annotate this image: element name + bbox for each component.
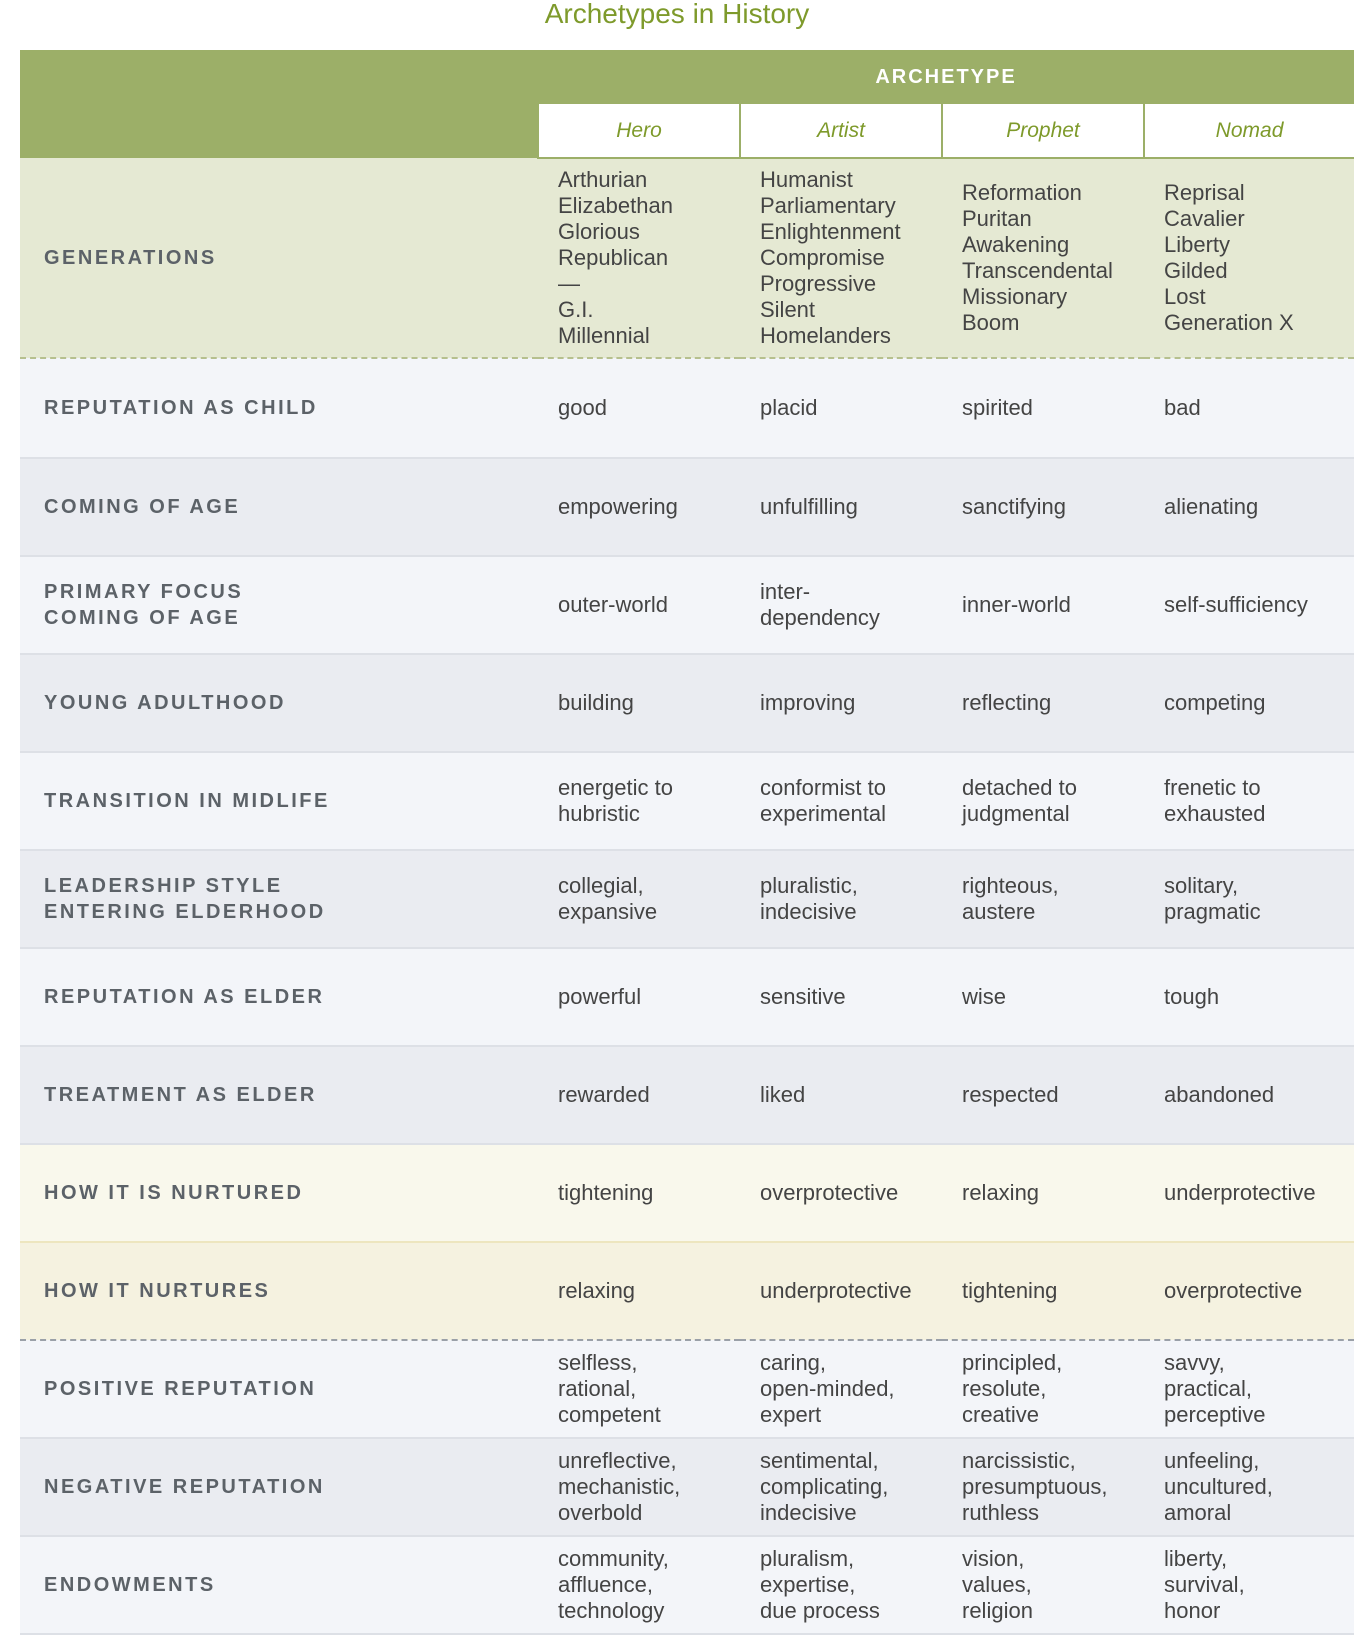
cell-line: unreflective, (558, 1448, 677, 1473)
table-cell (538, 1144, 740, 1242)
cell-line: due process (760, 1598, 880, 1623)
table-cell (740, 1046, 942, 1144)
row-label (20, 556, 538, 654)
cell-line: Liberty (1164, 232, 1231, 257)
cell-line: experimental (760, 801, 886, 826)
row-label (20, 752, 538, 850)
table-cell (1144, 654, 1354, 752)
cell-line: Puritan (962, 206, 1032, 231)
cell-line: Awakening (962, 232, 1070, 257)
table-cell (942, 1144, 1144, 1242)
archetype-group-header: ARCHETYPE (875, 65, 1017, 88)
table-cell (740, 1242, 942, 1340)
table-cell (538, 948, 740, 1046)
row-label (20, 948, 538, 1046)
trait-rows (20, 358, 1354, 1634)
table-cell (740, 358, 942, 458)
cell-line: uncultured, (1164, 1474, 1273, 1499)
table-cell (740, 654, 942, 752)
cell-line: dependency (760, 605, 880, 630)
cell-line: frenetic to (1164, 775, 1261, 800)
archetypes-table (20, 50, 1354, 1635)
cell-line: Cavalier (1164, 206, 1245, 231)
table-cell (538, 1046, 740, 1144)
cell-line: alienating (1164, 494, 1259, 519)
table-cell (740, 1340, 942, 1438)
cell-line: indecisive (760, 1500, 857, 1525)
cell-line: building (558, 690, 634, 715)
table-cell (1144, 850, 1354, 948)
cell-line: judgmental (962, 801, 1070, 826)
cell-line: Gilded (1164, 258, 1228, 283)
cell-line: outer-world (558, 592, 669, 617)
table-cell (1144, 458, 1354, 556)
cell-line: Glorious (558, 219, 640, 244)
table-cell (538, 752, 740, 850)
table-cell (1144, 752, 1354, 850)
table-cell (538, 1340, 740, 1438)
cell-line: expertise, (760, 1572, 856, 1597)
cell-line: Progressive (760, 271, 877, 296)
cell-line: Compromise (760, 245, 885, 270)
cell-line: empowering (558, 494, 678, 519)
cell-line: sensitive (760, 984, 846, 1009)
cell-line: collegial, (558, 873, 644, 898)
table-cell (740, 1144, 942, 1242)
cell-line: LEADERSHIP STYLE (44, 875, 283, 897)
table-cell (942, 850, 1144, 948)
cell-line: rational, (558, 1376, 637, 1401)
header-row-archetypes (20, 104, 1354, 158)
table-cell (942, 358, 1144, 458)
cell-line: Elizabethan (558, 193, 673, 218)
cell-line: Enlightenment (760, 219, 901, 244)
cell-line: REPUTATION AS ELDER (44, 986, 325, 1008)
row-label (20, 1242, 538, 1340)
table-cell (942, 458, 1144, 556)
cell-line: powerful (558, 984, 642, 1009)
cell-line: community, (558, 1546, 669, 1571)
cell-line: NEGATIVE REPUTATION (44, 1476, 325, 1498)
cell-line: reflecting (962, 690, 1052, 715)
table-row (20, 1046, 1354, 1144)
cell-line: Missionary (962, 284, 1068, 309)
table-cell (942, 1438, 1144, 1536)
archetype-header-artist: Artist (740, 104, 942, 158)
cell-line: survival, (1164, 1572, 1245, 1597)
table-row (20, 948, 1354, 1046)
cell-line: amoral (1164, 1500, 1232, 1525)
cell-line: sanctifying (962, 494, 1066, 519)
cell-line: honor (1164, 1598, 1221, 1623)
table-cell (942, 654, 1144, 752)
cell-line: Republican (558, 245, 669, 270)
cell-line: savvy, (1164, 1350, 1225, 1375)
table-cell (538, 458, 740, 556)
cell-line: ruthless (962, 1500, 1040, 1525)
cell-line: Arthurian (558, 167, 648, 192)
archetype-header-prophet: Prophet (942, 104, 1144, 158)
cell-line: indecisive (760, 899, 857, 924)
archetype-header-hero: Hero (538, 104, 740, 158)
cell-line: unfeeling, (1164, 1448, 1260, 1473)
row-label (20, 654, 538, 752)
generations-cell (538, 158, 740, 358)
cell-line: expansive (558, 899, 658, 924)
cell-line: abandoned (1164, 1082, 1275, 1107)
row-label (20, 1144, 538, 1242)
cell-line: resolute, (962, 1376, 1047, 1401)
cell-line: energetic to (558, 775, 673, 800)
table-cell (538, 1536, 740, 1634)
row-label (20, 1046, 538, 1144)
cell-line: overprotective (1164, 1278, 1303, 1303)
table-cell (942, 1046, 1144, 1144)
row-label (20, 1536, 538, 1634)
cell-line: TREATMENT AS ELDER (44, 1084, 317, 1106)
cell-line: mechanistic, (558, 1474, 681, 1499)
cell-line: caring, (760, 1350, 827, 1375)
table-cell (942, 1242, 1144, 1340)
cell-line: POSITIVE REPUTATION (44, 1378, 317, 1400)
cell-line: pragmatic (1164, 899, 1261, 924)
cell-line: TRANSITION IN MIDLIFE (44, 790, 330, 812)
row-label (20, 850, 538, 948)
cell-line: improving (760, 690, 856, 715)
cell-line: Parliamentary (760, 193, 896, 218)
cell-line: sentimental, (760, 1448, 879, 1473)
cell-line: bad (1164, 395, 1201, 420)
table-cell (740, 850, 942, 948)
cell-line: conformist to (760, 775, 886, 800)
generations-cell (740, 158, 942, 358)
cell-line: affluence, (558, 1572, 654, 1597)
cell-line: inter- (760, 579, 811, 604)
cell-line: REPUTATION AS CHILD (44, 397, 318, 419)
table-row (20, 654, 1354, 752)
page-title: Archetypes in History (544, 0, 810, 29)
cell-line: Homelanders (760, 323, 891, 348)
cell-line: inner-world (962, 592, 1071, 617)
table-cell (740, 948, 942, 1046)
cell-line: — (558, 271, 580, 296)
table-cell (942, 1536, 1144, 1634)
cell-line: self-sufficiency (1164, 592, 1308, 617)
table-cell (1144, 1340, 1354, 1438)
cell-line: Lost (1164, 284, 1206, 309)
generations-row (20, 158, 1354, 358)
row-label (20, 1340, 538, 1438)
table-cell (538, 1242, 740, 1340)
table-cell (942, 948, 1144, 1046)
table-row (20, 358, 1354, 458)
cell-line: COMING OF AGE (44, 496, 241, 518)
table-cell (1144, 948, 1354, 1046)
cell-line: Reformation (962, 180, 1082, 205)
cell-line: respected (962, 1082, 1059, 1107)
cell-line: relaxing (558, 1278, 636, 1303)
cell-line: COMING OF AGE (44, 607, 241, 629)
header-row-group (20, 50, 1354, 104)
cell-line: Reprisal (1164, 180, 1245, 205)
table-row (20, 752, 1354, 850)
table-cell (538, 556, 740, 654)
table-cell (740, 556, 942, 654)
cell-line: Silent (760, 297, 816, 322)
cell-line: overbold (558, 1500, 643, 1525)
cell-line: YOUNG ADULTHOOD (44, 692, 286, 714)
cell-line: Transcendental (962, 258, 1113, 283)
table-row (20, 1536, 1354, 1634)
cell-line: vision, (962, 1546, 1025, 1571)
table-cell (1144, 1536, 1354, 1634)
cell-line: righteous, (962, 873, 1059, 898)
cell-line: complicating, (760, 1474, 889, 1499)
table-cell (1144, 358, 1354, 458)
cell-line: solitary, (1164, 873, 1239, 898)
table-row (20, 850, 1354, 948)
cell-line: ENTERING ELDERHOOD (44, 901, 326, 923)
cell-line: exhausted (1164, 801, 1266, 826)
table-cell (538, 1438, 740, 1536)
generations-cell (942, 158, 1144, 358)
cell-line: competing (1164, 690, 1266, 715)
table-cell (740, 1536, 942, 1634)
cell-line: ENDOWMENTS (44, 1574, 216, 1596)
table-cell (1144, 1242, 1354, 1340)
table-cell (1144, 1144, 1354, 1242)
cell-line: HOW IT NURTURES (44, 1280, 271, 1302)
cell-line: relaxing (962, 1180, 1040, 1205)
table-cell (740, 1438, 942, 1536)
generations-cell (1144, 158, 1354, 358)
table-row (20, 1242, 1354, 1340)
cell-line: overprotective (760, 1180, 899, 1205)
table-row (20, 556, 1354, 654)
cell-line: open-minded, (760, 1376, 895, 1401)
row-label (20, 1438, 538, 1536)
table-cell (538, 358, 740, 458)
cell-line: religion (962, 1598, 1033, 1623)
cell-line: rewarded (558, 1082, 650, 1107)
cell-line: Generation X (1164, 310, 1294, 335)
table-cell (740, 752, 942, 850)
cell-line: tough (1164, 984, 1220, 1009)
cell-line: presumptuous, (962, 1474, 1108, 1499)
table-cell (740, 458, 942, 556)
table-cell (942, 556, 1144, 654)
table-cell (1144, 556, 1354, 654)
cell-line: good (558, 395, 607, 420)
cell-line: values, (962, 1572, 1032, 1597)
table-cell (942, 1340, 1144, 1438)
cell-line: G.I. (558, 297, 594, 322)
cell-line: underprotective (760, 1278, 912, 1303)
cell-line: underprotective (1164, 1180, 1316, 1205)
cell-line: tightening (962, 1278, 1058, 1303)
cell-line: competent (558, 1402, 661, 1427)
row-label: GENERATIONS (20, 158, 538, 358)
cell-line: Boom (962, 310, 1020, 335)
cell-line: pluralism, (760, 1546, 855, 1571)
archetype-header-nomad: Nomad (1144, 104, 1354, 158)
table-row (20, 1438, 1354, 1536)
cell-line: tightening (558, 1180, 654, 1205)
table-row (20, 1340, 1354, 1438)
row-label (20, 458, 538, 556)
cell-line: austere (962, 899, 1036, 924)
cell-line: wise (962, 984, 1007, 1009)
table-cell (1144, 1438, 1354, 1536)
cell-line: unfulfilling (760, 494, 858, 519)
cell-line: expert (760, 1402, 822, 1427)
table-row (20, 1144, 1354, 1242)
cell-line: spirited (962, 395, 1033, 420)
row-label (20, 358, 538, 458)
cell-line: PRIMARY FOCUS (44, 581, 244, 603)
cell-line: principled, (962, 1350, 1063, 1375)
cell-line: pluralistic, (760, 873, 858, 898)
cell-line: Millennial (558, 323, 650, 348)
cell-line: liked (760, 1082, 806, 1107)
cell-line: creative (962, 1402, 1040, 1427)
cell-line: detached to (962, 775, 1077, 800)
cell-line: HOW IT IS NURTURED (44, 1182, 304, 1204)
table-cell (538, 654, 740, 752)
table-cell (942, 752, 1144, 850)
header-corner-lower (20, 104, 538, 158)
cell-line: technology (558, 1598, 665, 1623)
cell-line: hubristic (558, 801, 640, 826)
cell-line: placid (760, 395, 818, 420)
cell-line: narcissistic, (962, 1448, 1076, 1473)
cell-line: practical, (1164, 1376, 1253, 1401)
header-corner (20, 50, 538, 104)
table-cell (538, 850, 740, 948)
cell-line: liberty, (1164, 1546, 1228, 1571)
table-row (20, 458, 1354, 556)
table-cell (1144, 1046, 1354, 1144)
cell-line: selfless, (558, 1350, 638, 1375)
cell-line: perceptive (1164, 1402, 1266, 1427)
cell-line: Humanist (760, 167, 853, 192)
